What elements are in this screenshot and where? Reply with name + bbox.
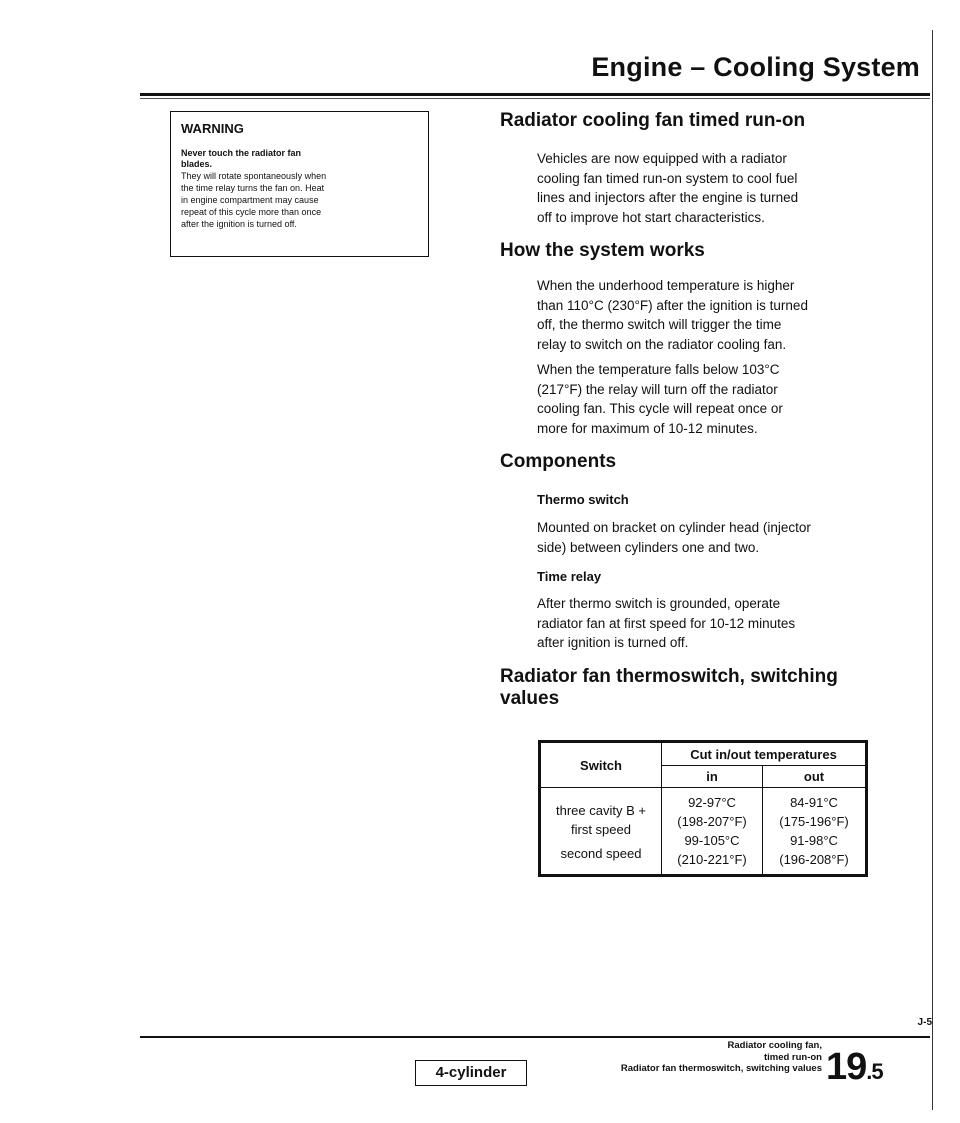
warning-line: They will rotate spontaneously when bbox=[181, 171, 327, 181]
section-number-sub: .5 bbox=[866, 1059, 883, 1084]
text-line: lines and injectors after the engine is turned bbox=[537, 190, 799, 205]
text-line: When the temperature falls below 103°C bbox=[537, 362, 780, 377]
thermo-switch-title: Thermo switch bbox=[537, 492, 629, 507]
cell-line: (198-207°F) bbox=[677, 814, 747, 829]
text-line: cooling fan timed run-on system to cool fuel bbox=[537, 170, 798, 186]
section-number bbox=[826, 1046, 883, 1089]
margin-line bbox=[932, 30, 933, 1110]
warning-box bbox=[170, 111, 429, 257]
section-heading-run-on: Radiator cooling fan timed run-on bbox=[500, 110, 806, 131]
text-line: off to improve hot start characteristics. bbox=[537, 209, 765, 225]
text-line: After thermo switch is grounded, operate bbox=[537, 596, 781, 611]
footer-line: timed run-on bbox=[763, 1051, 822, 1063]
text-line: relay to switch on the radiator cooling fan. bbox=[537, 336, 787, 352]
switching-values-table bbox=[538, 740, 868, 877]
warning-line: after the ignition is turned off. bbox=[181, 219, 297, 229]
heading-line: Radiator fan thermoswitch, switching bbox=[500, 666, 838, 687]
table-header-in: in bbox=[662, 766, 763, 788]
text-line: cooling fan. This cycle will repeat once or bbox=[537, 401, 783, 416]
cell-line: second speed bbox=[560, 846, 642, 861]
warning-bold-line: blades. bbox=[181, 159, 213, 169]
cell-line: (175-196°F) bbox=[779, 814, 849, 829]
text-line: Vehicles are now equipped with a radiator bbox=[537, 151, 787, 166]
page-title: Engine – Cooling System bbox=[591, 52, 920, 82]
warning-title: WARNING bbox=[181, 121, 244, 136]
table-cell-out bbox=[763, 788, 866, 875]
warning-bold-line: Never touch the radiator fan bbox=[181, 148, 302, 158]
thermo-switch-text bbox=[537, 518, 867, 557]
table-cell-in bbox=[662, 788, 763, 875]
section-number-main: 19 bbox=[826, 1046, 867, 1088]
section2-paragraph-2 bbox=[537, 360, 867, 438]
table-header-temperatures: Cut in/out temperatures bbox=[662, 743, 866, 766]
section-heading-how-it-works: How the system works bbox=[500, 240, 705, 261]
section2-paragraph-1 bbox=[537, 276, 867, 354]
text-line: When the underhood temperature is higher bbox=[537, 278, 795, 293]
cell-line: 92-97°C bbox=[688, 795, 736, 810]
section-heading-components: Components bbox=[500, 451, 617, 472]
footer-section-title bbox=[530, 1040, 822, 1075]
cell-line: 99-105°C bbox=[684, 833, 740, 848]
header-rule bbox=[140, 93, 930, 96]
page-tag: J-5 bbox=[917, 1017, 932, 1028]
text-line: more for maximum of 10-12 minutes. bbox=[537, 420, 758, 436]
table-header-switch: Switch bbox=[541, 743, 662, 788]
text-line: after ignition is turned off. bbox=[537, 635, 689, 650]
heading-line: values bbox=[500, 688, 560, 709]
text-line: (217°F) the relay will turn off the radiator bbox=[537, 381, 778, 397]
cell-line: (210-221°F) bbox=[677, 852, 747, 867]
section-heading-switching-values bbox=[500, 666, 838, 710]
warning-line: in engine compartment may cause bbox=[181, 195, 319, 205]
time-relay-text bbox=[537, 594, 867, 653]
text-line: radiator fan at first speed for 10-12 minutes bbox=[537, 615, 796, 631]
cell-line: (196-208°F) bbox=[779, 852, 849, 867]
time-relay-title: Time relay bbox=[537, 569, 602, 584]
section1-paragraph bbox=[537, 149, 867, 227]
cell-line: 91-98°C bbox=[790, 833, 838, 848]
cell-line: first speed bbox=[571, 822, 631, 837]
text-line: side) between cylinders one and two. bbox=[537, 539, 760, 555]
footer-line: Radiator fan thermoswitch, switching values bbox=[620, 1063, 822, 1074]
text-line: off, the thermo switch will trigger the time bbox=[537, 317, 782, 332]
table-header-out: out bbox=[763, 766, 866, 788]
text-line: than 110°C (230°F) after the ignition is turned bbox=[537, 297, 808, 313]
footer-line: Radiator cooling fan, bbox=[727, 1040, 822, 1051]
footer-rule bbox=[140, 1036, 930, 1038]
warning-line: repeat of this cycle more than once bbox=[181, 207, 322, 217]
table-cell-switch bbox=[541, 788, 662, 875]
cell-line: three cavity B + bbox=[556, 803, 646, 818]
cylinder-label-box: 4-cylinder bbox=[415, 1060, 527, 1086]
text-line: Mounted on bracket on cylinder head (injector bbox=[537, 520, 811, 535]
header-rule-thin bbox=[140, 98, 930, 99]
cell-line: 84-91°C bbox=[790, 795, 838, 810]
warning-line: the time relay turns the fan on. Heat bbox=[181, 183, 325, 193]
